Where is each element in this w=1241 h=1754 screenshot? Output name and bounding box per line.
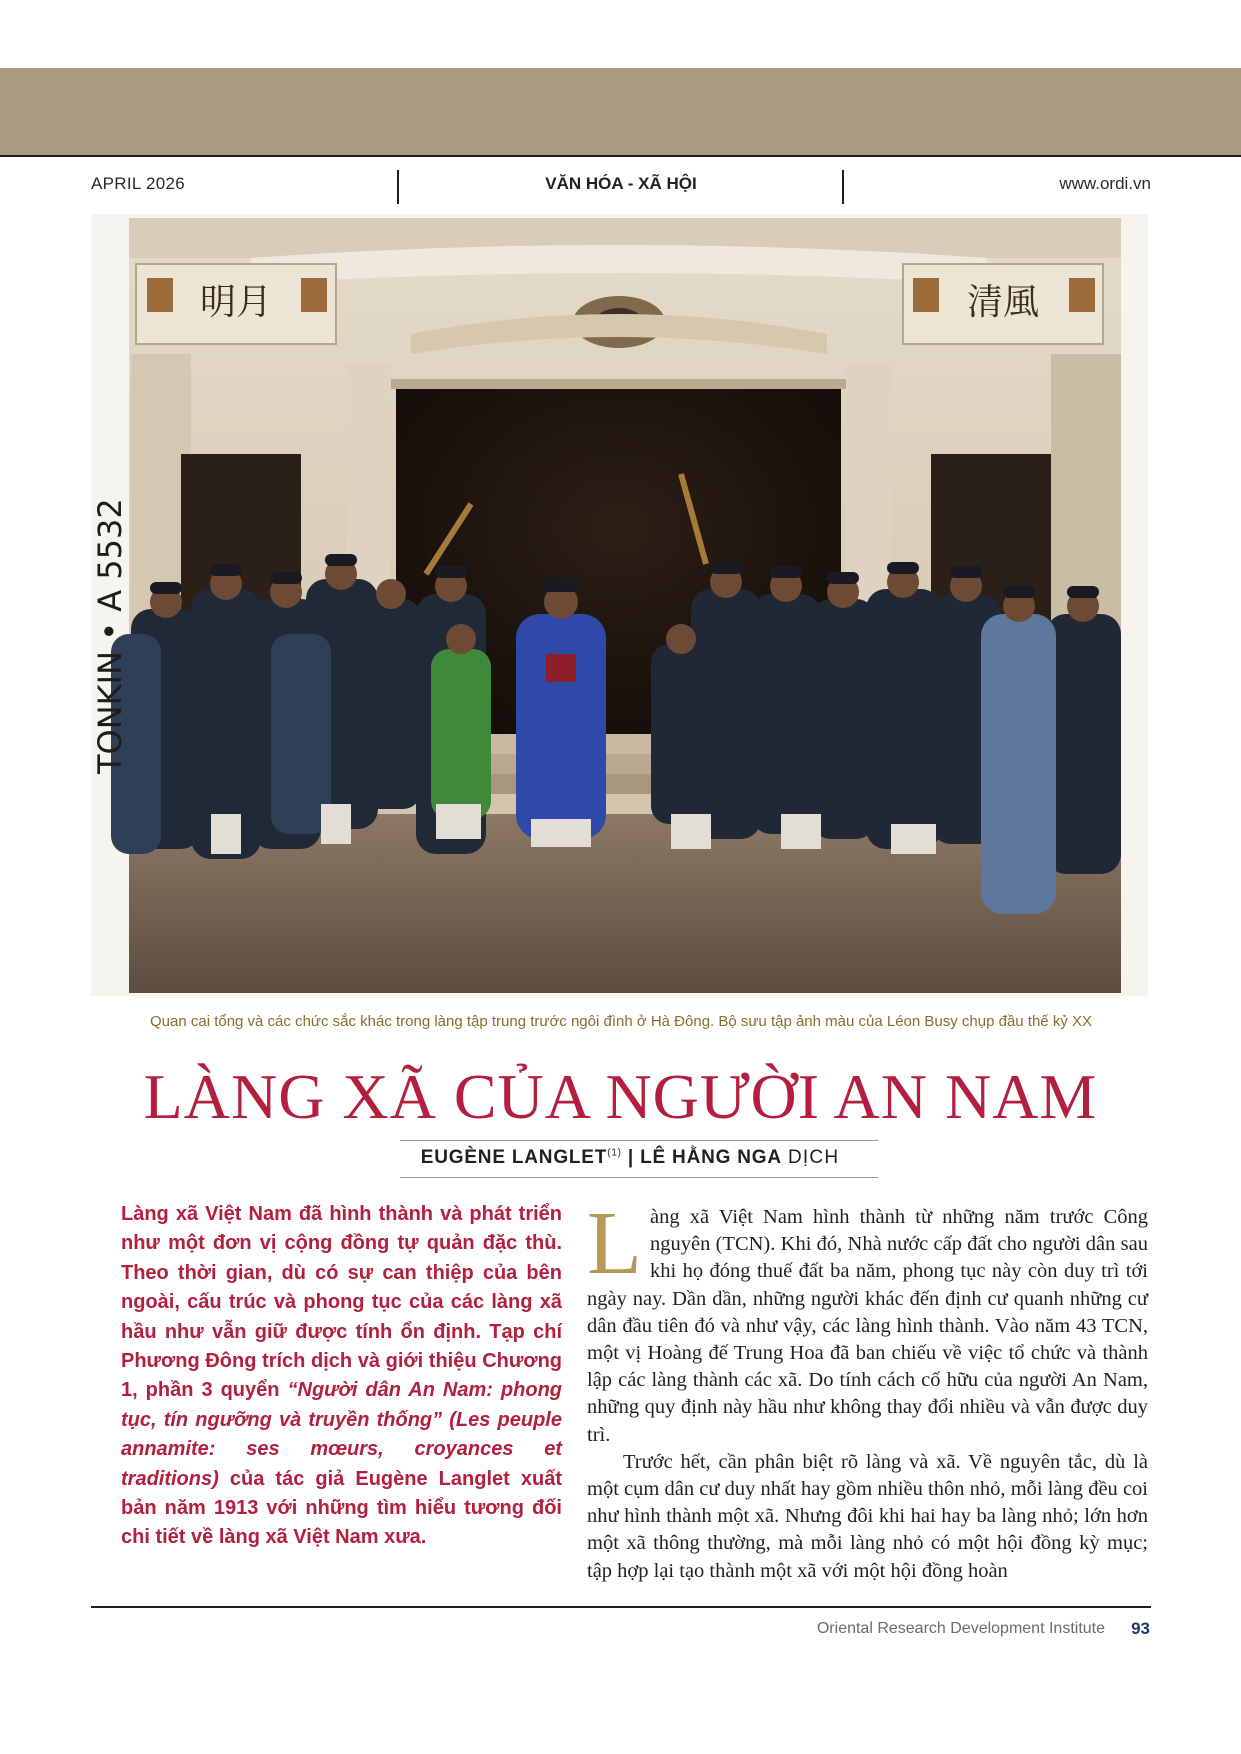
body-paragraph-2: Trước hết, cần phân biệt rõ làng và xã. Về nguyên tắc, dù là một cụm dân cư duy nhất hay gồm nhiều thôn nhỏ, mỗi làng đều coi như hình thành một xã. Nhưng đôi khi hai hay ba làng nhỏ; lớn hơn một xã thông thường, mà mỗi làng nhỏ có một hội đồng kỳ mục; tập hợp lại tạo thành một xã với một hội đồng hoàn — [587, 1450, 1148, 1582]
body-paragraph-1 — [587, 1194, 1148, 1449]
sign-right: 清風 — [966, 282, 1040, 323]
photo-caption: Quan cai tổng và các chức sắc khác trong làng tập trung trước ngôi đình ở Hà Đông. Bộ sưu tập ảnh màu của Léon Busy chụp đầu thế kỷ XX — [149, 1013, 1092, 1030]
website-link[interactable]: www.ordi.vn — [1059, 174, 1151, 193]
section-name: VĂN HÓA - XÃ HỘI — [545, 174, 697, 193]
footer-rule — [91, 1606, 1151, 1608]
translator-role: DỊCH — [788, 1147, 840, 1168]
author-footnote-mark: (1) — [607, 1147, 622, 1159]
plate-marking: TONKIN • A 5532 — [91, 498, 129, 774]
author-name: EUGÈNE LANGLET — [420, 1147, 608, 1168]
translator-name: | LÊ HẰNG NGA — [627, 1147, 782, 1168]
body-column — [587, 1194, 1148, 1585]
top-band-border — [0, 155, 1241, 157]
top-color-band — [0, 68, 1241, 156]
header-divider-right — [842, 170, 844, 204]
lead-paragraph — [121, 1200, 562, 1553]
byline-rule-bottom — [400, 1177, 878, 1178]
lead-book-title-french: (Les peuple annamite: ses mœurs, croyances et traditions) — [121, 1408, 562, 1490]
lead-book-title: “Người dân An Nam: phong tục, tín ngưỡng và truyền thống” — [121, 1379, 563, 1431]
body-paragraph-1-text: àng xã Việt Nam hình thành từ những năm trước Công nguyên (TCN). Khi đó, Nhà nước cấp đất cho người dân sau khi họ đóng thuế đất ba năm, phong tục này còn duy trì tới ngày nay. Dần dần, những người khác đến định cư quanh những cư dân đầu tiên đó và như vậy, các làng hình thành. Vào năm 43 TCN, một vị Hoàng đế Trung Hoa đã ban chiếu về việc tổ chức và thành lập các làng thành các xã. Do tính cách cố hữu của người An Nam, những quy định này hầu như không thay đổi nhiều và vẫn được duy trì. — [587, 1206, 1148, 1446]
sign-left: 明月 — [199, 282, 273, 323]
lead-text-end: của tác giả Eugène Langlet xuất bản năm 1913 với những tìm hiểu tương đối chi tiết về làng xã Việt Nam xưa. — [121, 1467, 562, 1549]
byline-rule-top — [400, 1140, 878, 1141]
lead-text-start: Làng xã Việt Nam đã hình thành và phát triển như một đơn vị cộng đồng tự quản đặc thù. Theo thời gian, dù có sự can thiệp của bên ngoài, cấu trúc và phong tục của các làng xã hầu như vẫn giữ được tính ổn định. Tạp chí Phương Đông trích dịch và giới thiệu Chương 1, phần 3 quyển — [121, 1203, 562, 1402]
page-number: 93 — [1131, 1619, 1150, 1638]
drop-cap: L — [587, 1194, 642, 1293]
article-photo — [91, 214, 1148, 996]
footer-institute: Oriental Research Development Institute — [816, 1620, 1105, 1637]
byline — [380, 1147, 880, 1169]
running-header — [91, 170, 1151, 202]
article-title: LÀNG XÃ CỦA NGƯỜI AN NAM — [143, 1061, 1098, 1132]
issue-date: APRIL 2026 — [91, 174, 186, 193]
